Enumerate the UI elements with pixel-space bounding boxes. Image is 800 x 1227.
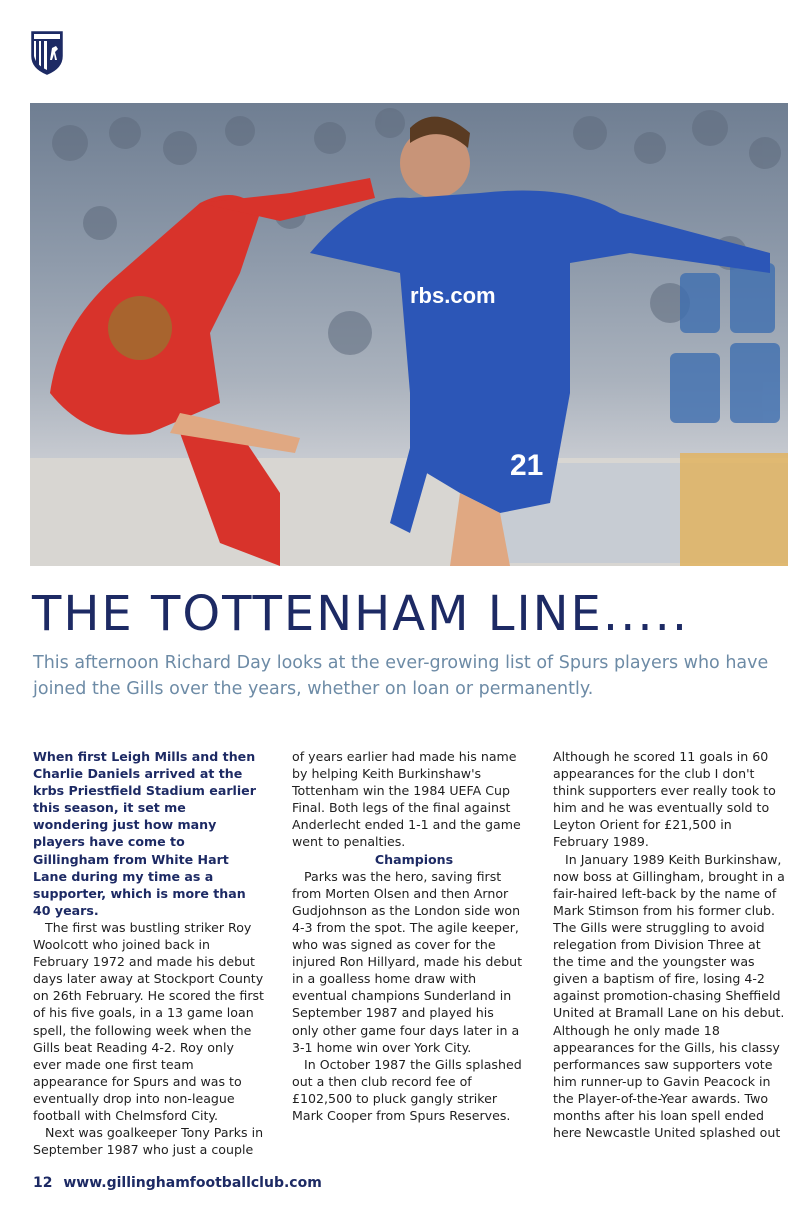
shirt-sponsor: rbs.com [410, 283, 496, 308]
shirt-number: 21 [510, 449, 544, 482]
article-headline: THE TOTTENHAM LINE..... [32, 586, 690, 642]
article-lead-paragraph: When first Leigh Mills and then Charlie Daniels arrived at the krbs Priestfield Stadium earlier this season, it set me wondering just how many players have come to Gillingham from White Hart Lane during my time as a supporter, which is more than 40 years. [33, 749, 256, 918]
article-paragraph: In January 1989 Keith Burkinshaw, now boss at Gillingham, brought in a fair-haired left-back by the name of Mark Stimson from his former club. The Gills were struggling to avoid relegation from Division Three at the time and the youngster was given a baptism of fire, losing 4-2 against promotion-chasing Sheffield United at Bramall Lane on his debut. Although he only made 18 appearances for the Gills, his classy performances saw supporters vote him runner-up to Gavin Peacock in the Player-of-the-Year awards. Two months after his loan spell ended here Newcastle United splashed out [553, 851, 785, 1141]
article-paragraph: of years earlier had made his name by helping Keith Burkinshaw's Tottenham win the 1984 UEFA Cup Final. Both legs of the final against Anderlecht ended 1-1 and the game went to penalties. [292, 749, 521, 850]
website-link[interactable]: www.gillinghamfootballclub.com [63, 1175, 322, 1191]
gillingham-fc-crest-icon [30, 30, 64, 76]
article-column-3 [553, 748, 785, 1141]
article-paragraph: In October 1987 the Gills splashed out a then club record fee of £102,500 to pluck gangly striker Mark Cooper from Spurs Reserves. [292, 1056, 522, 1123]
match-photo-illustration [30, 103, 788, 566]
article-standfirst: This afternoon Richard Day looks at the ever-growing list of Spurs players who have joined the Gills over the years, whether on loan or permanently. [33, 653, 769, 699]
page-number: 12 [33, 1175, 53, 1191]
article-paragraph: Parks was the hero, saving first from Morten Olsen and then Arnor Gudjohnson as the London side won 4-3 from the spot. The agile keeper, who was signed as cover for the injured Ron Hillyard, made his debut in a goalless home draw with eventual champions Sunderland in September 1987 and played his only other game four days later in a 3-1 home win over York City. [292, 868, 523, 1055]
page-footer [33, 1175, 322, 1191]
article-paragraph: Next was goalkeeper Tony Parks in September 1987 who just a couple [33, 1125, 264, 1158]
article-subheading: Champions [374, 851, 454, 867]
article-column-2 [292, 748, 524, 1124]
article-column-1 [33, 748, 265, 1158]
stadium-seats [670, 263, 780, 423]
article-paragraph: The first was bustling striker Roy Woolcott who joined back in February 1972 and made his debut days later away at Stockport County on 26th February. He scored the first of his five goals, in a 13 game loan spell, the following week when the Gills beat Reading 4-2. Roy only ever made one first team appearance for Spurs and was to eventually drop into non-league football with Chelmsford City. [33, 919, 264, 1123]
match-photo [30, 103, 788, 566]
article-paragraph: Although he scored 11 goals in 60 appearances for the club I don't think supporters ever really took to him and he was eventually sold to Leyton Orient for £21,500 in February 1989. [553, 749, 776, 850]
